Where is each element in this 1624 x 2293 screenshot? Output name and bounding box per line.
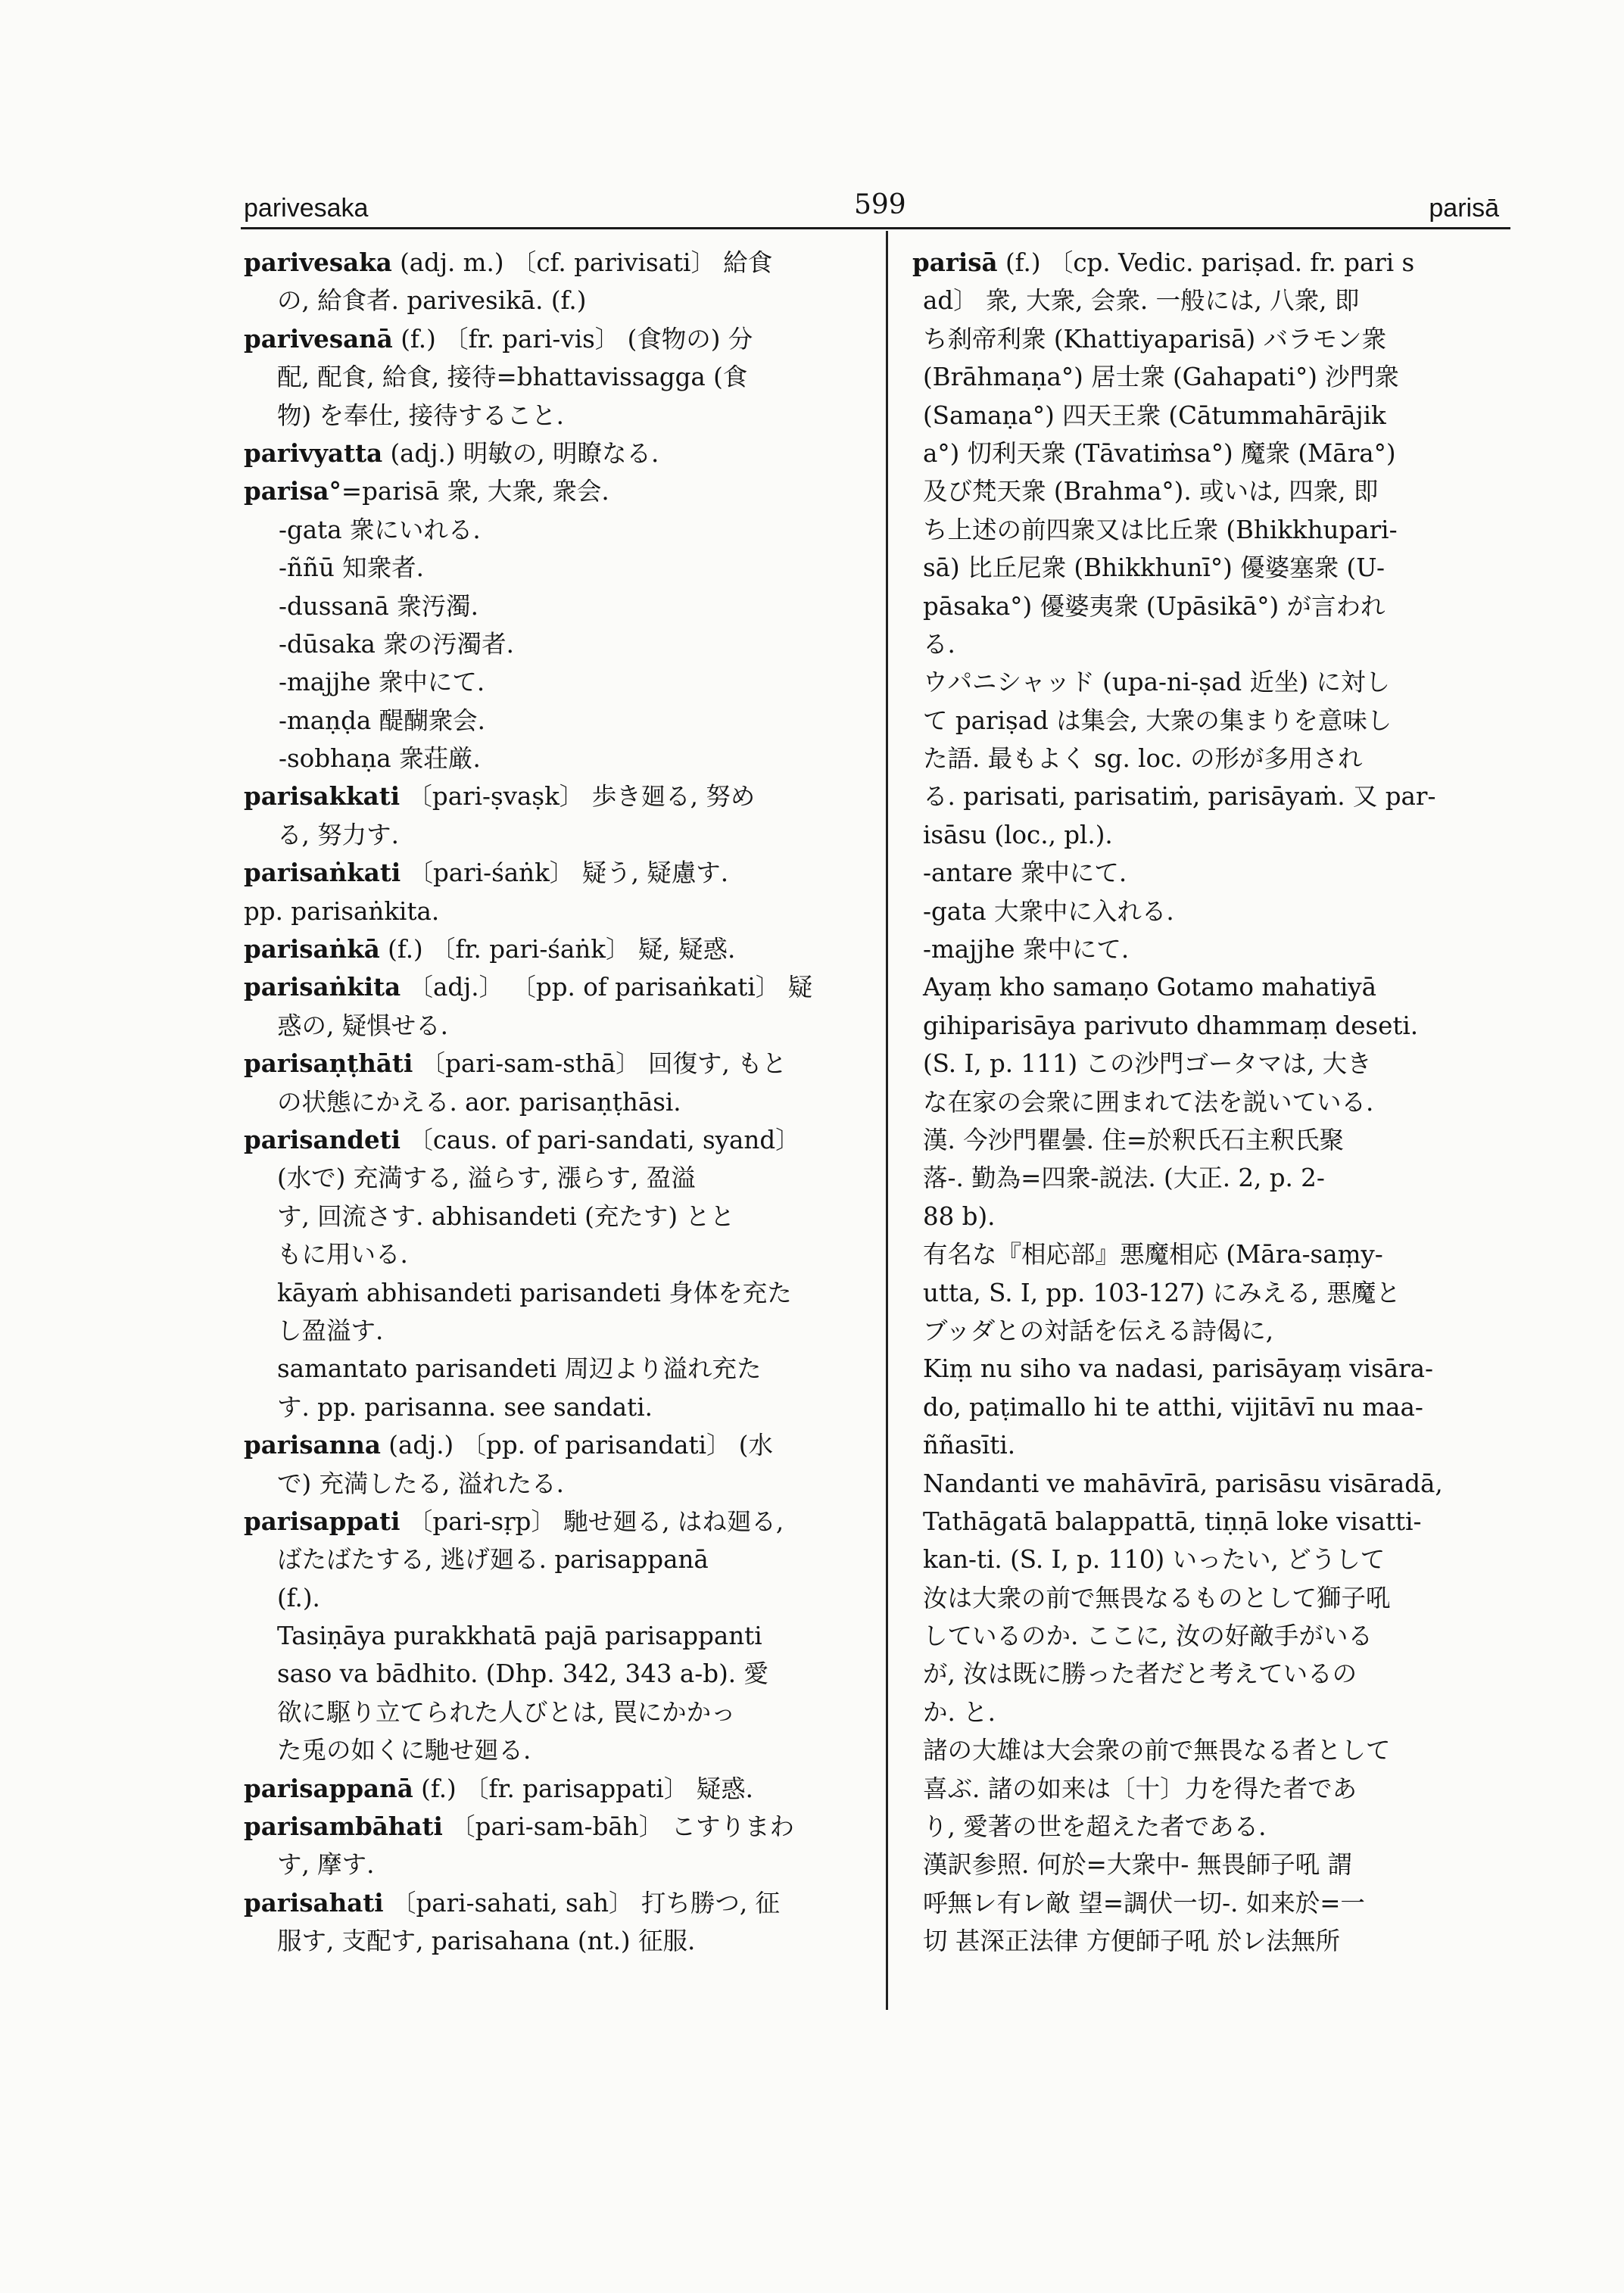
definition-text: 〔pari-sam-bāh〕 こすりまわ (442, 1812, 795, 1842)
dictionary-entry-line (244, 1770, 865, 1808)
entry-text-line (244, 663, 865, 701)
entry-text-line (912, 435, 1518, 472)
definition-text: る, 努力す. (277, 820, 399, 849)
definition-text: 有名な『相応部』悪魔相応 (Māra-saṃy- (923, 1240, 1383, 1270)
definition-text: isāsu (loc., pl.). (923, 820, 1113, 849)
dictionary-entry-line (244, 320, 865, 358)
entry-text-line (244, 1655, 865, 1693)
dictionary-entry-line (244, 930, 865, 968)
headword: parisaṅkita (244, 972, 401, 1002)
definition-text: Ayaṃ kho samaṇo Gotamo mahatiyā (923, 973, 1377, 1002)
entry-text-line (912, 1121, 1518, 1159)
entry-text-line (912, 1426, 1518, 1464)
entry-text-line (912, 854, 1518, 892)
entry-text-line (244, 1198, 865, 1235)
entry-text-line (912, 1235, 1518, 1273)
entry-text-line (912, 663, 1518, 701)
entry-text-line (912, 1350, 1518, 1388)
definition-text: で) 充満したる, 溢れたる. (277, 1469, 565, 1498)
definition-text: ウパニシャッド (upa-ni-ṣad 近坐) に対し (923, 668, 1390, 697)
dictionary-entry-line (244, 1808, 865, 1846)
entry-text-line (912, 282, 1518, 319)
entry-text-line (244, 282, 865, 319)
entry-text-line (912, 1922, 1518, 1960)
definition-text: 漢. 今沙門瞿曇. 住=於釈氏石主釈氏聚 (923, 1125, 1345, 1154)
entry-text-line (912, 740, 1518, 777)
dictionary-entry-line (244, 472, 865, 510)
definition-text: 呼無レ有レ敵 望=調伏一切-. 如来於=一 (923, 1888, 1365, 1918)
definition-text: な在家の会衆に囲まれて法を説いている. (923, 1087, 1374, 1117)
definition-text: ad〕 衆, 大衆, 会衆. 一般には, 八衆, 即 (923, 286, 1360, 316)
headword: parisambāhati (244, 1812, 443, 1842)
definition-text: 〔pari-sam-sthā〕 回復す, もと (413, 1049, 787, 1079)
entry-text-line (244, 1007, 865, 1045)
headword: parisandeti (244, 1124, 401, 1154)
definition-text: a°) 忉利天衆 (Tāvatiṁsa°) 魔衆 (Māra°) (923, 438, 1396, 468)
entry-text-line (244, 625, 865, 663)
definition-text: Tasiṇāya purakkhatā pajā parisappanti (277, 1622, 762, 1651)
definition-text: (Samaṇa°) 四天王衆 (Cātummahārājik (923, 400, 1386, 430)
entry-text-line (244, 549, 865, 587)
definition-text: ññasīti. (923, 1431, 1016, 1460)
entry-text-line (244, 1235, 865, 1273)
entry-text-line (912, 549, 1518, 587)
definition-text: -dussanā 衆汚濁. (279, 591, 478, 621)
entry-text-line (912, 1007, 1518, 1045)
definition-text: -majjhe 衆中にて. (279, 668, 485, 697)
definition-text: 惑の, 疑惧せる. (277, 1011, 448, 1040)
headword: parisaṇṭhāti (244, 1048, 413, 1079)
entry-text-line (912, 702, 1518, 740)
dictionary-entry-line (244, 777, 865, 815)
headword: parisa° (244, 476, 341, 506)
definition-text: -gata 衆にいれる. (279, 515, 481, 544)
entry-text-line (912, 1846, 1518, 1883)
definition-text: の, 給食者. parivesikā. (f.) (277, 286, 587, 316)
entry-text-line (244, 1846, 865, 1883)
entry-text-line (912, 777, 1518, 815)
definition-text: ばたばたする, 逃げ廻る. parisappanā (277, 1545, 709, 1575)
definition-text: samantato parisandeti 周辺より溢れ充た (277, 1354, 762, 1384)
headword: parivesanā (244, 323, 393, 354)
definition-text: kāyaṁ abhisandeti parisandeti 身体を充た (277, 1278, 792, 1307)
entry-text-line (912, 1579, 1518, 1617)
entry-text-line (912, 1617, 1518, 1655)
definition-text: 漢訳参照. 何於=大衆中- 無畏師子吼 謂 (923, 1850, 1353, 1880)
entry-text-line (244, 1541, 865, 1578)
dictionary-entry-line (244, 1426, 865, 1464)
definition-text: utta, S. I, pp. 103-127) にみえる, 悪魔と (923, 1278, 1401, 1307)
definition-text: す, 回流さす. abhisandeti (充たす) とと (277, 1201, 735, 1231)
dictionary-entry-line (912, 244, 1518, 282)
definition-text: kan-ti. (S. I, p. 110) いったい, どうして (923, 1545, 1386, 1575)
entry-text-line (912, 1503, 1518, 1541)
definition-text: pāsaka°) 優婆夷衆 (Upāsikā°) が言われ (923, 591, 1386, 621)
headword: parisaṅkā (244, 934, 380, 964)
definition-text: もに用いる. (277, 1240, 408, 1270)
dictionary-entry-line (244, 435, 865, 472)
definition-text: た語. 最もよく sg. loc. の形が多用され (923, 744, 1363, 774)
definition-text: 汝は大衆の前で無畏なるものとして獅子吼 (923, 1583, 1391, 1612)
definition-text: 諸の大雄は大会衆の前で無畏なる者として (923, 1736, 1391, 1765)
definition-text: 及び梵天衆 (Brahma°). 或いは, 四衆, 即 (923, 477, 1379, 506)
running-head-left: parivesaka (244, 194, 369, 223)
entry-text-line (244, 1731, 865, 1769)
definition-text: か. と. (923, 1697, 996, 1727)
headword: parivesaka (244, 248, 392, 277)
definition-text: =parisā 衆, 大衆, 衆会. (341, 477, 609, 506)
definition-text: -maṇḍa 醍醐衆会. (279, 706, 485, 735)
definition-text: (adj.) 明敏の, 明瞭なる. (382, 438, 659, 468)
entry-text-line (244, 1388, 865, 1426)
entry-text-line (912, 320, 1518, 358)
definition-text: 88 b). (923, 1201, 996, 1231)
headword: parisahati (244, 1887, 384, 1918)
definition-text: 〔pari-sahati, sah〕 打ち勝つ, 征 (383, 1888, 781, 1918)
definition-text: ブッダとの対話を伝える詩偈に, (923, 1316, 1274, 1345)
definition-text: 〔adj.〕 〔pp. of parisaṅkati〕 疑 (401, 973, 813, 1002)
entry-text-line (912, 1731, 1518, 1769)
definition-text: り, 愛著の世を超えた者である. (923, 1812, 1267, 1842)
entry-text-line (912, 1541, 1518, 1578)
definition-text: Nandanti ve mahāvīrā, parisāsu visāradā, (923, 1469, 1443, 1498)
dictionary-entry-line (244, 1884, 865, 1922)
entry-text-line (912, 1312, 1518, 1350)
entry-text-line (912, 1465, 1518, 1503)
entry-text-line (912, 587, 1518, 625)
definition-text: 物) を奉仕, 接待すること. (277, 400, 565, 430)
definition-text: が, 汝は既に勝った者だと考えているの (923, 1659, 1357, 1689)
entry-text-line (244, 816, 865, 854)
entry-text-line (912, 1770, 1518, 1808)
entry-text-line (912, 1045, 1518, 1083)
definition-text: 切 甚深正法律 方便師子吼 於レ法無所 (923, 1927, 1340, 1956)
entry-text-line (244, 1159, 865, 1197)
entry-text-line (244, 1350, 865, 1388)
definition-text: 喜ぶ. 諸の如来は〔十〕力を得た者であ (923, 1774, 1357, 1803)
entry-text-line (244, 1922, 865, 1960)
entry-text-line (912, 1693, 1518, 1731)
entry-text-line (244, 1693, 865, 1731)
entry-text-line (244, 1579, 865, 1617)
definition-text: ち刹帝利衆 (Khattiyaparisā) バラモン衆 (923, 324, 1387, 354)
definition-text: 〔pari-śaṅk〕 疑う, 疑慮す. (401, 858, 729, 888)
dictionary-entry-line (244, 968, 865, 1006)
entry-text-line (912, 358, 1518, 396)
definition-text: の状態にかえる. aor. parisaṇṭhāsi. (277, 1087, 681, 1117)
headword: parisakkati (244, 781, 401, 812)
definition-text: (S. I, p. 111) この沙門ゴータマは, 大き (923, 1049, 1372, 1079)
definition-text: (f.) 〔fr. pari-śaṅk〕 疑, 疑惑. (379, 935, 736, 964)
entry-text-line (244, 740, 865, 777)
entry-text-line (244, 1617, 865, 1655)
headword: parisappati (244, 1506, 401, 1536)
definition-text: 〔pari-sṛp〕 馳せ廻る, はね廻る, (400, 1506, 784, 1536)
dictionary-entry-line (244, 1045, 865, 1083)
header-rule (241, 227, 1510, 229)
definition-text: (f.). (277, 1583, 320, 1612)
definition-text: (adj. m.) 〔cf. parivisati〕 給食 (391, 248, 773, 277)
entry-text-line (912, 1083, 1518, 1121)
left-column (244, 244, 865, 1961)
definition-text: しているのか. ここに, 汝の好敵手がいる (923, 1622, 1373, 1651)
entry-text-line (244, 511, 865, 549)
definition-text: sā) 比丘尼衆 (Bhikkhunī°) 優婆塞衆 (U- (923, 553, 1385, 583)
entry-text-line (244, 1465, 865, 1503)
definition-text: (水で) 充満する, 溢らす, 漲らす, 盈溢 (277, 1164, 696, 1193)
definition-text: Tathāgatā balappattā, tiṇṇā loke visatti- (923, 1506, 1422, 1536)
entry-text-line (912, 511, 1518, 549)
definition-text: Kiṃ nu siho va nadasi, parisāyaṃ visāra- (923, 1354, 1433, 1384)
definition-text: た兎の如くに馳せ廻る. (277, 1736, 531, 1765)
definition-text: 服す, 支配す, parisahana (nt.) 征服. (277, 1927, 696, 1956)
entry-text-line (912, 1388, 1518, 1426)
definition-text: (Brāhmaṇa°) 居士衆 (Gahapati°) 沙門衆 (923, 363, 1399, 392)
definition-text: gihiparisāya parivuto dhammaṃ deseti. (923, 1011, 1419, 1040)
entry-text-line (244, 893, 865, 930)
dictionary-entry-line (244, 1503, 865, 1541)
definition-text: 落-. 勤為=四衆-説法. (大正. 2, p. 2- (923, 1164, 1325, 1193)
entry-text-line (244, 358, 865, 396)
definition-text: (adj.) 〔pp. of parisandati〕 (水 (380, 1431, 773, 1460)
definition-text: -sobhaṇa 衆荘厳. (279, 744, 481, 774)
definition-text: 配, 配食, 給食, 接待=bhattavissagga (食 (277, 363, 748, 392)
headword: parisanna (244, 1430, 381, 1460)
entry-text-line (912, 1655, 1518, 1693)
definition-text: し盈溢す. (277, 1316, 384, 1345)
entry-text-line (912, 472, 1518, 510)
definition-text: る. (923, 629, 955, 659)
definition-text: -ññū 知衆者. (279, 553, 424, 583)
headword: parivyatta (244, 438, 383, 468)
definition-text: -majjhe 衆中にて. (923, 935, 1130, 964)
definition-text: ち上述の前四衆又は比丘衆 (Bhikkhupari- (923, 515, 1398, 544)
headword: parisaṅkati (244, 858, 401, 888)
entry-text-line (244, 1083, 865, 1121)
dictionary-entry-line (244, 854, 865, 892)
running-head-right: parisā (1429, 194, 1499, 223)
definition-text: (f.) 〔fr. parisappati〕 疑惑. (413, 1774, 753, 1803)
entry-text-line (244, 587, 865, 625)
definition-text: -dūsaka 衆の汚濁者. (279, 629, 515, 659)
entry-text-line (912, 930, 1518, 968)
definition-text: す. pp. parisanna. see sandati. (277, 1392, 653, 1422)
entry-text-line (912, 1884, 1518, 1922)
headword: parisappanā (244, 1773, 413, 1803)
entry-text-line (912, 968, 1518, 1006)
column-divider (886, 231, 888, 2010)
definition-text: -antare 衆中にて. (923, 858, 1127, 888)
definition-text: do, paṭimallo hi te atthi, vijitāvī nu maa- (923, 1392, 1423, 1422)
definition-text: 〔caus. of pari-sandati, syand〕 (401, 1125, 800, 1154)
entry-text-line (912, 1274, 1518, 1312)
definition-text: て pariṣad は集会, 大衆の集まりを意味し (923, 706, 1392, 735)
definition-text: 欲に駆り立てられた人びとは, 罠にかかっ (277, 1697, 736, 1727)
right-column (912, 244, 1518, 1961)
entry-text-line (244, 1274, 865, 1312)
entry-text-line (912, 816, 1518, 854)
definition-text: pp. parisaṅkita. (244, 896, 440, 926)
entry-text-line (912, 1808, 1518, 1846)
entry-text-line (244, 702, 865, 740)
dictionary-entry-line (244, 1121, 865, 1159)
entry-text-line (912, 625, 1518, 663)
entry-text-line (244, 397, 865, 435)
headword: parisā (912, 248, 998, 277)
definition-text: (f.) 〔fr. pari-vis〕 (食物の) 分 (392, 324, 753, 354)
entry-text-line (912, 893, 1518, 930)
entry-text-line (912, 397, 1518, 435)
definition-text: る. parisati, parisatiṁ, parisāyaṁ. 又 par- (923, 782, 1436, 812)
definition-text: -gata 大衆中に入れる. (923, 896, 1174, 926)
entry-text-line (244, 1312, 865, 1350)
definition-text: (f.) 〔cp. Vedic. pariṣad. fr. pari s (997, 248, 1415, 277)
dictionary-entry-line (244, 244, 865, 282)
definition-text: 〔pari-ṣvaṣk〕 歩き廻る, 努め (400, 782, 756, 812)
definition-text: す, 摩す. (277, 1850, 375, 1880)
entry-text-line (912, 1198, 1518, 1235)
page-number: 599 (854, 189, 906, 220)
entry-text-line (912, 1159, 1518, 1197)
definition-text: saso va bādhito. (Dhp. 342, 343 a-b). 愛 (277, 1659, 768, 1689)
